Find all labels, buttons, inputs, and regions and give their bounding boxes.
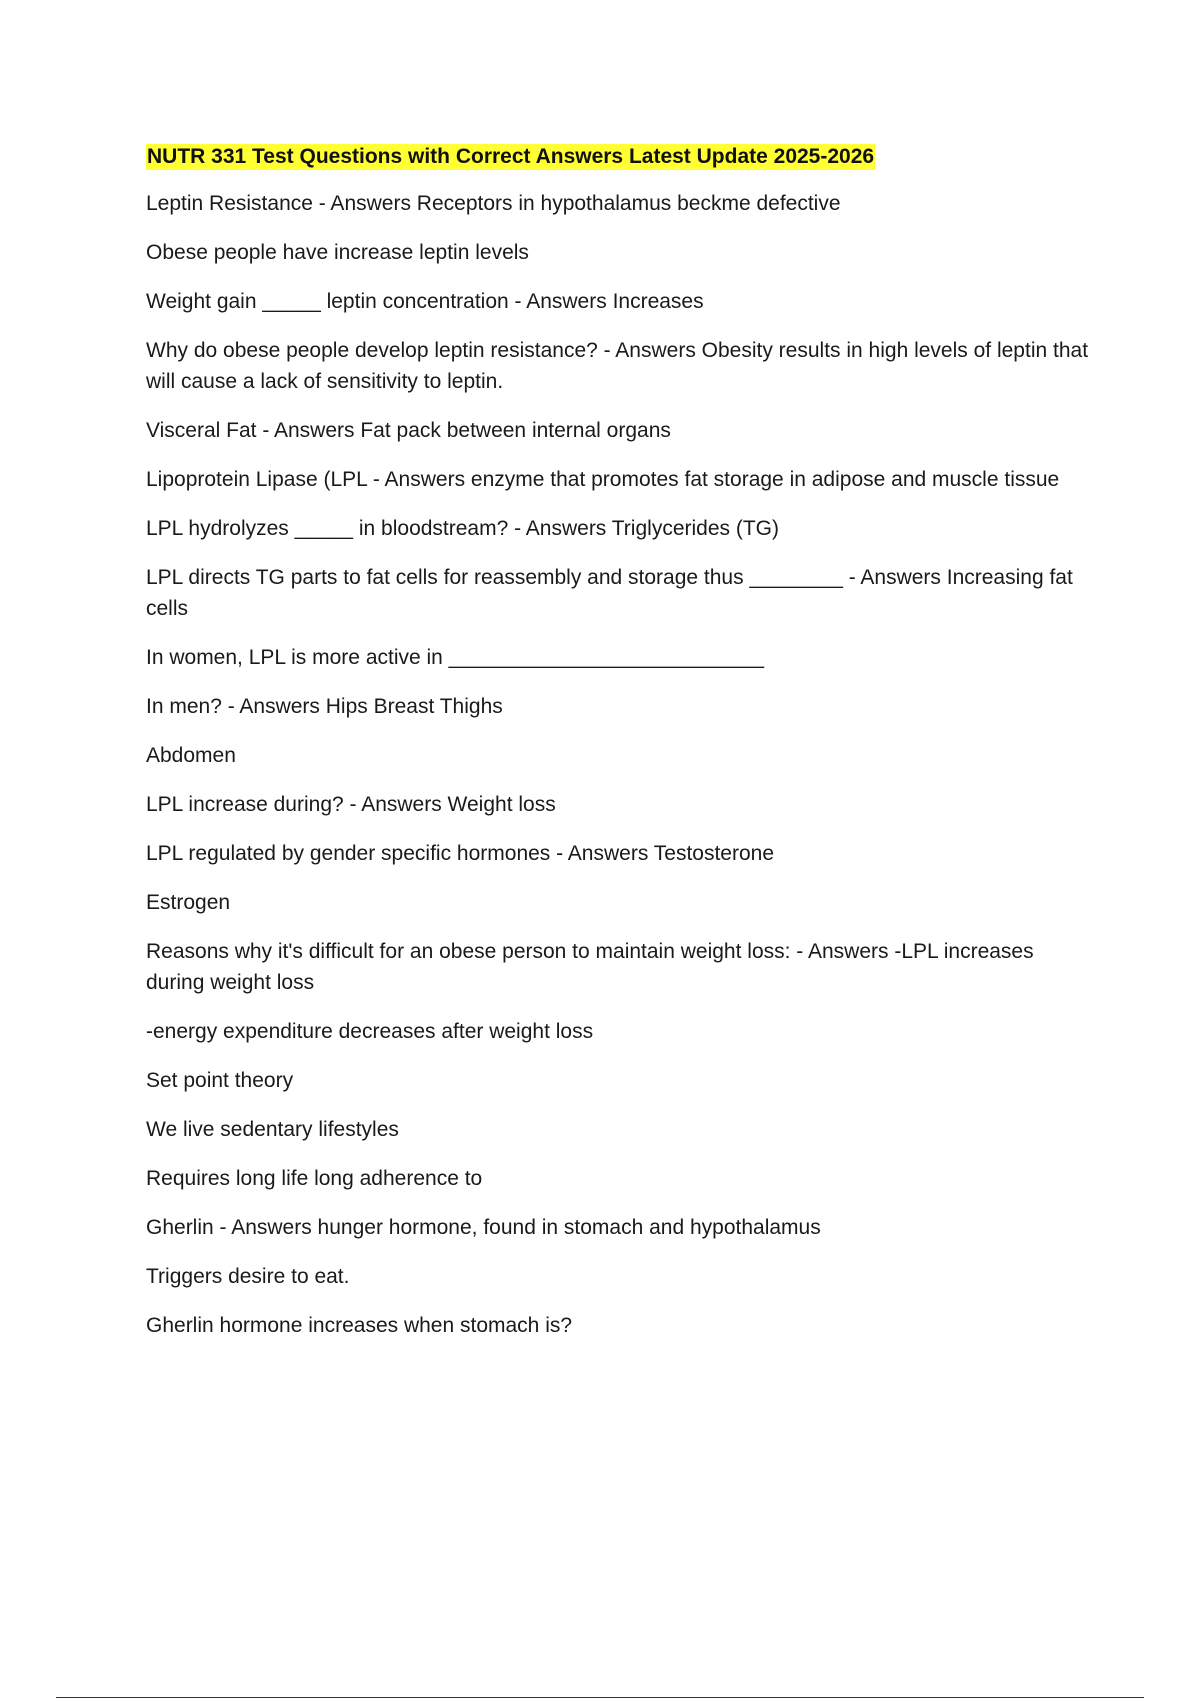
paragraph-9: In women, LPL is more active in ___________________________	[146, 646, 765, 669]
paragraph-14: Estrogen	[146, 891, 231, 914]
page-bottom-rule	[56, 1697, 1144, 1698]
document-page	[146, 144, 1096, 1359]
paragraph-11: Abdomen	[146, 744, 236, 767]
paragraph-6: Lipoprotein Lipase (LPL - Answers enzyme that promotes fat storage in adipose and muscle tissue	[146, 468, 1060, 491]
paragraph-10: In men? - Answers Hips Breast Thighs	[146, 695, 503, 718]
paragraph-7: LPL hydrolyzes _____ in bloodstream? - Answers Triglycerides (TG)	[146, 517, 779, 540]
paragraph-18: We live sedentary lifestyles	[146, 1118, 399, 1141]
paragraph-1: Leptin Resistance - Answers Receptors in hypothalamus beckme defective	[146, 192, 841, 215]
paragraph-5: Visceral Fat - Answers Fat pack between internal organs	[146, 419, 671, 442]
paragraph-12: LPL increase during? - Answers Weight loss	[146, 793, 556, 816]
paragraph-3: Weight gain _____ leptin concentration - Answers Increases	[146, 290, 704, 313]
paragraph-13: LPL regulated by gender specific hormones - Answers Testosterone	[146, 842, 775, 865]
paragraph-15: Reasons why it's difficult for an obese person to maintain weight loss: - Answers -LPL increases during weight loss	[146, 940, 1034, 994]
paragraph-8: LPL directs TG parts to fat cells for reassembly and storage thus ________ - Answers Increasing fat cells	[146, 566, 1073, 620]
document-title: NUTR 331 Test Questions with Correct Answers Latest Update 2025-2026	[147, 145, 875, 168]
paragraph-21: Triggers desire to eat.	[146, 1265, 350, 1288]
paragraph-17: Set point theory	[146, 1069, 294, 1092]
paragraph-4: Why do obese people develop leptin resistance? - Answers Obesity results in high levels of leptin that will cause a lack of sensitivity to leptin.	[146, 339, 1089, 393]
paragraph-2: Obese people have increase leptin levels	[146, 241, 529, 264]
paragraph-20: Gherlin - Answers hunger hormone, found in stomach and hypothalamus	[146, 1216, 821, 1239]
paragraph-16: -energy expenditure decreases after weight loss	[146, 1020, 594, 1043]
paragraph-22: Gherlin hormone increases when stomach is?	[146, 1314, 573, 1337]
paragraph-19: Requires long life long adherence to	[146, 1167, 483, 1190]
